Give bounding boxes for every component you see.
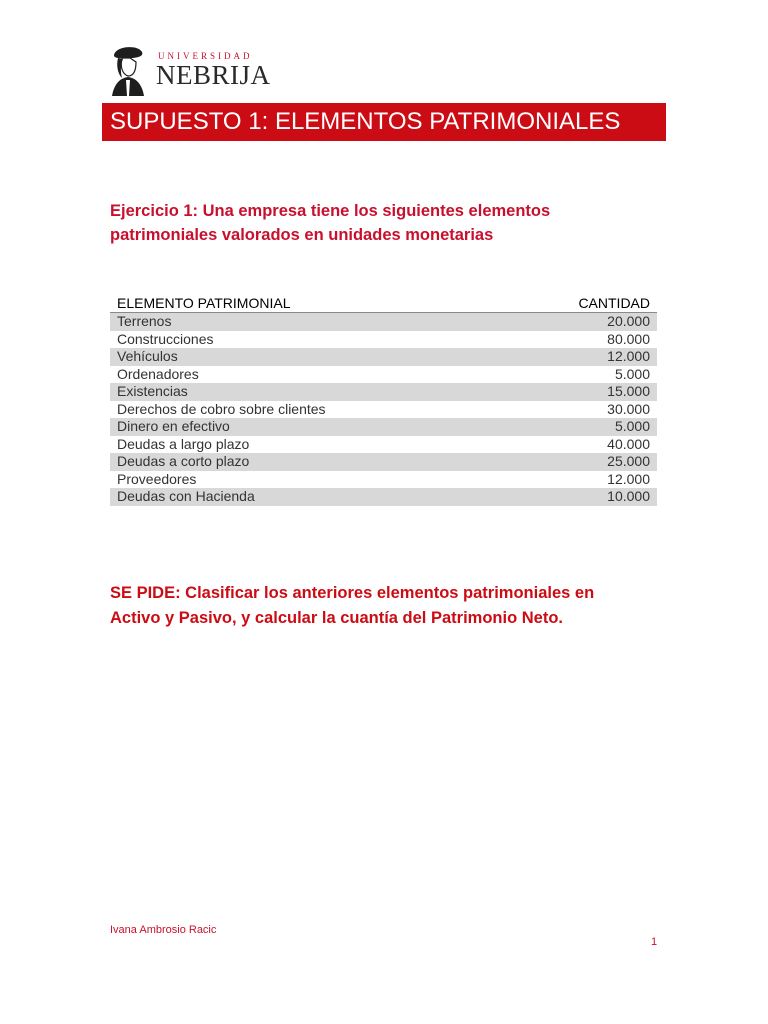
table-row <box>110 383 657 401</box>
element-quantity: 80.000 <box>607 330 650 347</box>
element-name: Deudas a corto plazo <box>110 453 505 471</box>
element-name: Deudas a largo plazo <box>117 435 250 452</box>
table-row <box>110 366 657 384</box>
page-number: 1 <box>651 936 658 948</box>
column-header-quantity: CANTIDAD <box>505 294 657 313</box>
element-name: Derechos de cobro sobre clientes <box>117 400 326 417</box>
nebrija-portrait-logo-icon <box>108 42 154 98</box>
task-statement: SE PIDE: Clasificar los anteriores elementos patrimoniales en Activo y Pasivo, y calcular la cuantía del Patrimonio Neto. <box>110 584 595 627</box>
table-row <box>110 488 657 506</box>
table-row <box>110 453 657 471</box>
table-row <box>110 436 657 454</box>
element-quantity: 40.000 <box>607 435 650 452</box>
element-quantity: 5.000 <box>505 418 657 436</box>
table-row <box>110 348 657 366</box>
element-quantity: 5.000 <box>614 365 650 382</box>
table-row <box>110 331 657 349</box>
table-row <box>110 401 657 419</box>
element-name: Ordenadores <box>117 365 199 382</box>
page-title: SUPUESTO 1: ELEMENTOS PATRIMONIALES <box>110 108 621 135</box>
element-quantity: 10.000 <box>505 488 657 506</box>
element-name: Vehículos <box>110 348 505 366</box>
element-name: Existencias <box>110 383 505 401</box>
element-name: Proveedores <box>117 470 197 487</box>
element-name: Construcciones <box>117 330 214 347</box>
table-row <box>110 313 657 331</box>
table-header-row <box>110 294 657 313</box>
element-quantity: 30.000 <box>607 400 650 417</box>
element-quantity: 12.000 <box>505 348 657 366</box>
element-name: Dinero en efectivo <box>110 418 505 436</box>
footer-author: Ivana Ambrosio Racic <box>110 924 217 936</box>
element-quantity: 20.000 <box>505 313 657 331</box>
element-name: Terrenos <box>110 313 505 331</box>
table-row <box>110 471 657 489</box>
logo-name: NEBRIJA <box>156 60 271 90</box>
column-header-element: ELEMENTO PATRIMONIAL <box>110 294 505 313</box>
element-quantity: 25.000 <box>505 453 657 471</box>
logo-university-label: UNIVERSIDAD <box>158 51 253 61</box>
element-name: Deudas con Hacienda <box>110 488 505 506</box>
table-row <box>110 418 657 436</box>
exercise-title: Ejercicio 1: Una empresa tiene los siguientes elementos patrimoniales valorados en unidades monetarias <box>110 202 551 244</box>
title-banner <box>102 103 666 141</box>
element-quantity: 12.000 <box>607 470 650 487</box>
element-quantity: 15.000 <box>505 383 657 401</box>
nebrija-logo <box>108 42 288 98</box>
elements-table <box>110 294 657 506</box>
